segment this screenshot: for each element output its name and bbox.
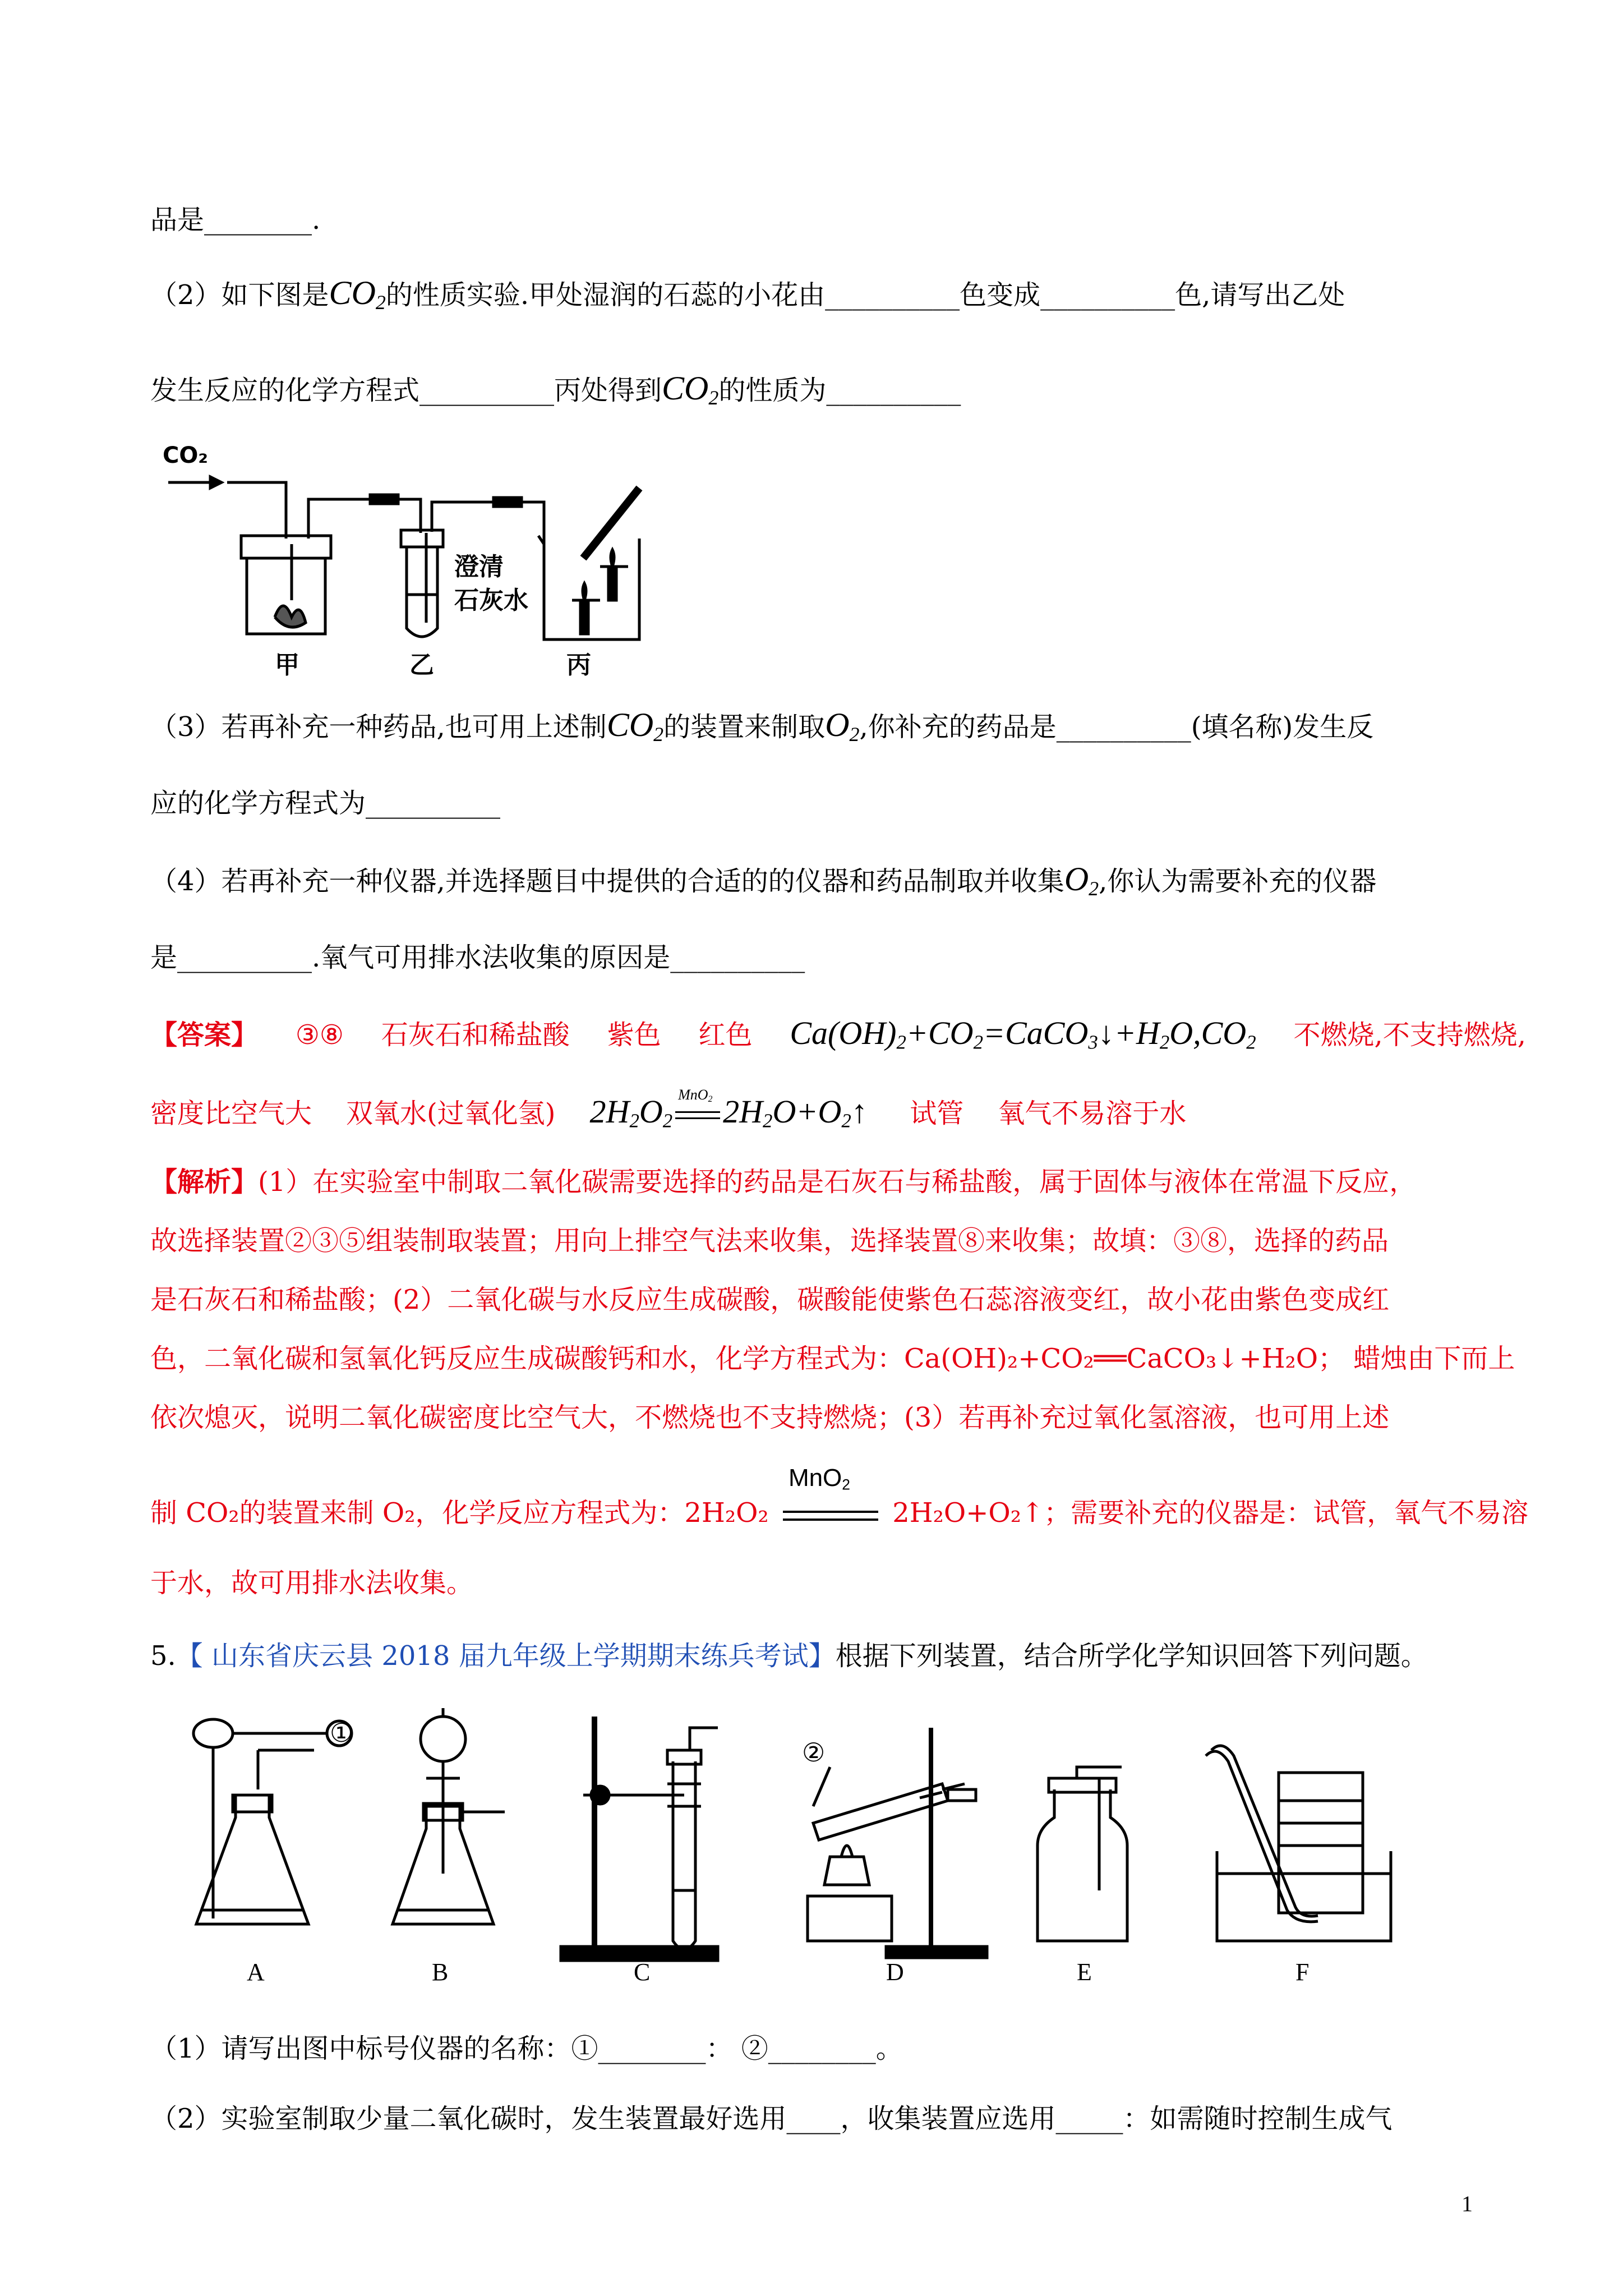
mark-2: ② [802,1737,826,1768]
label-jia: 甲 [275,651,299,679]
text-line: （3）若再补充一种药品,也可用上述制$CO_2$的装置来制取$O_2$,你补充的药品是__________(填名称)发生反 [150,706,1374,746]
liquid-label-1: 澄清 [454,553,504,581]
lab-apparatus-figure [179,1705,1469,1986]
explanation-line: 依次熄灭，说明二氧化碳密度比空气大，不燃烧也不支持燃烧；(3）若再补充过氧化氢溶液，也可用上述 [150,1402,1390,1433]
text-line: （4）若再补充一种仪器,并选择题目中提供的合适的的仪器和药品制取并收集$O_2$,你认为需要补充的仪器 [150,861,1377,900]
text-line: （1）请写出图中标号仪器的名称：①________： ②________。 [150,2033,903,2064]
catalyst-label: MnO$_2$ [678,1087,713,1104]
label-a: A [247,1958,265,1986]
gas-label: CO₂ [163,443,208,468]
explanation-line: 是石灰石和稀盐酸；(2）二氧化碳与水反应生成碳酸，碳酸能使紫色石蕊溶液变红，故小花由紫色变成红 [150,1284,1390,1315]
formula-co2: $CO_2$ [329,274,386,314]
formula-co2: $CO_2$ [606,706,664,746]
catalyst-label: MnO$_2$ [788,1464,850,1493]
label-d: D [886,1958,904,1986]
label-yi: 乙 [409,651,434,679]
text-line: 发生反应的化学方程式__________丙处得到$CO_2$的性质为__________ [150,370,961,409]
liquid-label-2: 石灰水 [454,586,528,615]
question-5-heading: 5.【 山东省庆云县 2018 届九年级上学期期末练兵考试】根据下列装置，结合所学化学知识回答下列问题。 [150,1640,1428,1672]
explanation-line: 制 CO₂的装置来制 O₂，化学反应方程式为：2H₂O₂ MnO$_2$ 2H₂O+O₂↑；需要补充的仪器是：试管，氧气不易溶 [150,1495,1528,1531]
explanation-line: 色，二氧化碳和氢氧化钙反应生成碳酸钙和水，化学方程式为：Ca(OH)₂+CO₂══CaCO₃↓+H₂O； 蜡烛由下而上 [150,1343,1515,1374]
formula-o2: $O_2$ [1064,861,1099,900]
mno2-reaction-arrow [777,1464,884,1526]
text-line: 品是________. [150,204,321,236]
answer-line: 密度比空气大 双氧水(过氧化氢) $2H_2O_2$ MnO$_2$ $2H_2O+O_2↑$ 试管 氧气不易溶于水 [150,1094,1186,1131]
formula-co2: $CO_2$ [662,370,719,409]
explanation-line: 于水，故可用排水法收集。 [150,1567,474,1599]
co2-property-experiment-figure [157,432,662,684]
equation-caoh2-co2: $Ca(OH)_2+CO_2=CaCO_3↓+H_2O,CO_2$ [790,1015,1256,1053]
text-line: （2）实验室制取少量二氧化碳时，发生装置最好选用____，收集装置应选用_____：如需随时控制生成气 [150,2103,1393,2134]
text-line: 应的化学方程式为__________ [150,788,501,819]
label-f: F [1295,1958,1310,1986]
explanation-line: 故选择装置②③⑤组装制取装置；用向上排空气法来收集，选择装置⑧来收集；故填：③⑧，选择的药品 [150,1225,1389,1257]
label-b: B [432,1958,449,1986]
text-line: （2）如下图是$CO_2$的性质实验.甲处湿润的石蕊的小花由__________色变成__________色,请写出乙处 [150,274,1345,314]
equation-h2o2-decomp: $2H_2O_2$ MnO$_2$ $2H_2O+O_2↑$ [590,1093,876,1130]
answer-line: 【答案】 ③⑧ 石灰石和稀盐酸 紫色 红色 $Ca(OH)_2+CO_2=CaCO_3↓+H_2O,CO_2$ 不燃烧,不支持燃烧, [150,1015,1526,1053]
page-number: 1 [1461,2191,1473,2216]
label-bing: 丙 [566,651,591,679]
label-c: C [634,1958,651,1986]
explanation-line: 【解析】(1）在实验室中制取二氧化碳需要选择的药品是石灰石与稀盐酸，属于固体与液体在常温下反应， [150,1166,1417,1198]
mark-1: ① [330,1718,353,1748]
label-e: E [1077,1958,1092,1986]
formula-o2: $O_2$ [825,706,860,746]
text-line: 是__________.氧气可用排水法收集的原因是__________ [150,942,805,973]
